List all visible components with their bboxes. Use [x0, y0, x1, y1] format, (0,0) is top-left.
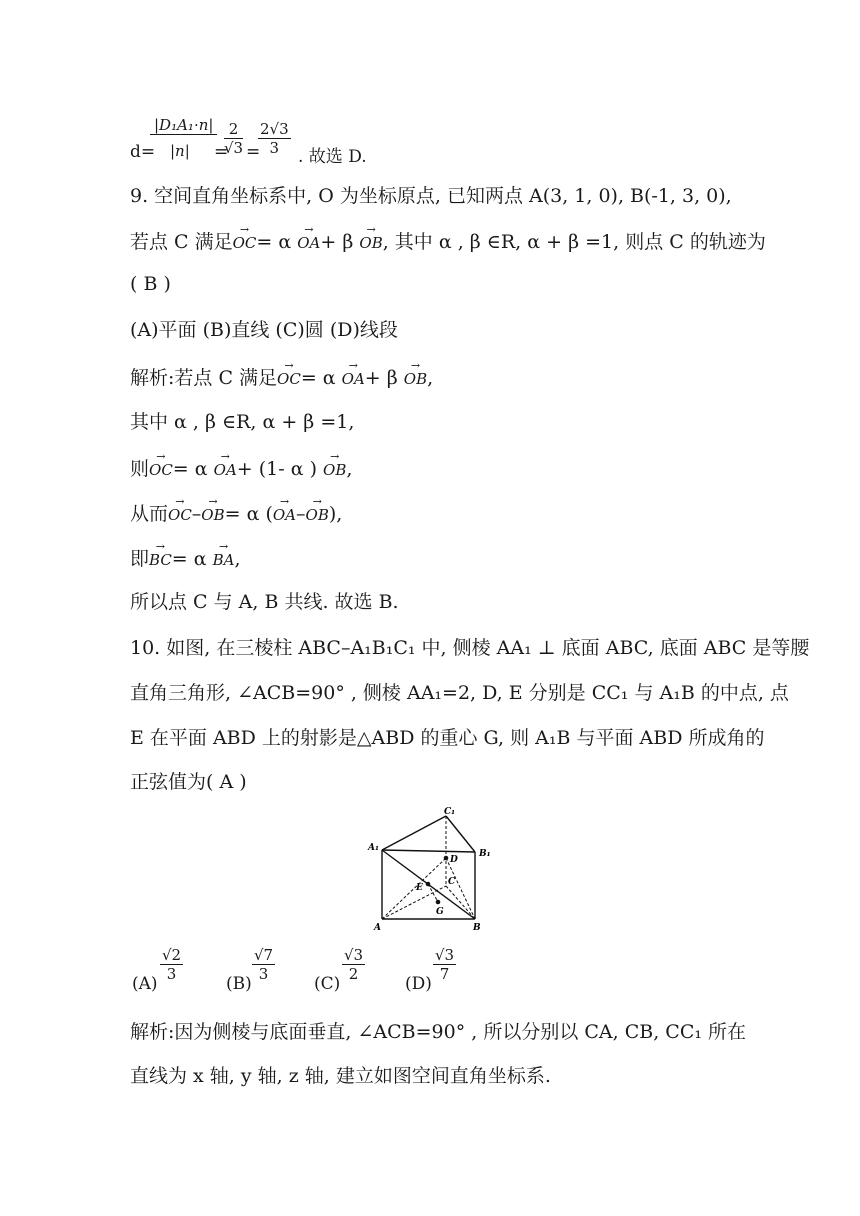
q10-solution-line1: 解析:因为侧棱与底面垂直, ∠ACB=90° , 所以分别以 CA, CB, CC₁ 所在	[130, 1021, 747, 1043]
prism-figure	[360, 806, 500, 936]
option-c-value	[342, 946, 365, 983]
q9-line1: 9. 空间直角坐标系中, O 为坐标原点, 已知两点 A(3, 1, 0), B(-1, 3, 0),	[130, 185, 732, 207]
label-a1: A₁	[368, 843, 379, 853]
text: = α	[171, 548, 207, 570]
q9-solution-line5	[130, 547, 241, 572]
formula-prefix: d=	[130, 142, 156, 162]
text: ),	[328, 503, 343, 525]
formula-eq2: =	[246, 142, 261, 162]
text: –	[296, 503, 306, 525]
option-d-den: 7	[439, 965, 450, 983]
label-b1: B₁	[479, 849, 491, 859]
vector-oc: → OC	[168, 503, 192, 527]
label-c: C	[448, 877, 456, 887]
text: –	[191, 503, 202, 525]
formula-denominator: |n|	[170, 142, 190, 160]
formula-frac1	[224, 120, 243, 157]
option-c-den: 2	[348, 965, 359, 983]
vector-ob: → OB	[359, 231, 382, 255]
text: + β	[320, 231, 354, 253]
label-b: B	[473, 923, 481, 933]
formula-frac2	[258, 120, 291, 157]
label-g: G	[436, 907, 444, 917]
vector-ob: → OB	[404, 367, 427, 391]
text: + (1- α )	[236, 458, 317, 480]
label-a: A	[374, 923, 381, 933]
q9-line2	[130, 230, 766, 255]
vector-oc: → OC	[233, 231, 257, 255]
vector-oc: → OC	[277, 367, 301, 391]
option-c-label: (C)	[314, 974, 341, 994]
q9-solution-line3	[130, 457, 352, 482]
text: 则	[130, 458, 150, 480]
vector-oc: → OC	[149, 458, 173, 482]
formula-numerator: |D₁A₁·n|	[150, 116, 217, 135]
option-b-value	[252, 946, 275, 983]
q9-solution-line1: 解析:若点 C 满足→ OC= α → OA+ β → OB,	[130, 366, 433, 391]
vector-ob: → OB	[306, 503, 329, 527]
option-b-den: 3	[258, 965, 269, 983]
frac2-den: 3	[269, 139, 280, 157]
q9-solution-line6: 所以点 C 与 A, B 共线. 故选 B.	[130, 591, 399, 613]
vector-oa: → OA	[214, 458, 237, 482]
q10-line1: 10. 如图, 在三棱柱 ABC–A₁B₁C₁ 中, 侧棱 AA₁ ⊥ 底面 ABC, 底面 ABC 是等腰	[130, 637, 810, 659]
option-a-den: 3	[166, 965, 177, 983]
q10-solution-line2: 直线为 x 轴, y 轴, z 轴, 建立如图空间直角坐标系.	[130, 1065, 551, 1087]
text: = α	[172, 458, 208, 480]
vector-oa: → OA	[297, 231, 320, 255]
q9-solution-line2: 其中 α , β ∈R, α + β =1,	[130, 411, 355, 433]
option-a-value	[160, 946, 183, 983]
q9-answer: ( B )	[130, 273, 171, 295]
label-d: D	[450, 855, 458, 865]
option-c-num: √3	[344, 946, 364, 964]
vector-ba: → BA	[213, 548, 235, 572]
vector-bc: → BC	[149, 548, 172, 572]
text: = α	[256, 231, 292, 253]
q9-solution-line4	[130, 502, 342, 527]
text: ,	[234, 548, 241, 570]
text: 解析:若点 C 满足	[130, 367, 278, 389]
q10-line4: 正弦值为( A )	[130, 771, 247, 793]
option-a-num: √2	[162, 946, 182, 964]
label-c1: C₁	[444, 807, 456, 817]
option-a-label: (A)	[132, 974, 158, 994]
frac1-num: 2	[224, 120, 243, 139]
text: 从而	[130, 503, 169, 525]
vector-oa: → OA	[273, 503, 296, 527]
text: 若点 C 满足	[130, 231, 233, 253]
formula-eq1: =	[214, 142, 229, 162]
q10-line3: E 在平面 ABD 上的射影是△ABD 的重心 G, 则 A₁B 与平面 ABD 所成角的	[130, 727, 765, 749]
option-d-value	[433, 946, 456, 983]
option-d-num: √3	[435, 946, 455, 964]
option-b-label: (B)	[226, 974, 252, 994]
option-b-num: √7	[254, 946, 274, 964]
label-e: E	[416, 883, 423, 893]
option-d-label: (D)	[405, 974, 432, 994]
frac1-den: √3	[224, 139, 244, 157]
text: = α (	[224, 503, 273, 525]
vector-ob: → OB	[323, 458, 346, 482]
text: 即	[130, 548, 150, 570]
vector-oa: → OA	[342, 367, 365, 391]
q9-options: (A)平面 (B)直线 (C)圆 (D)线段	[130, 319, 398, 341]
q10-line2: 直角三角形, ∠ACB=90° , 侧棱 AA₁=2, D, E 分别是 CC₁ 与 A₁B 的中点, 点	[130, 682, 789, 704]
formula-tail: . 故选 D.	[298, 147, 367, 167]
text: , 其中 α , β ∈R, α + β =1, 则点 C 的轨迹为	[382, 231, 766, 253]
frac2-num: 2√3	[260, 120, 289, 138]
text: ,	[346, 458, 353, 480]
vector-ob: → OB	[201, 503, 224, 527]
